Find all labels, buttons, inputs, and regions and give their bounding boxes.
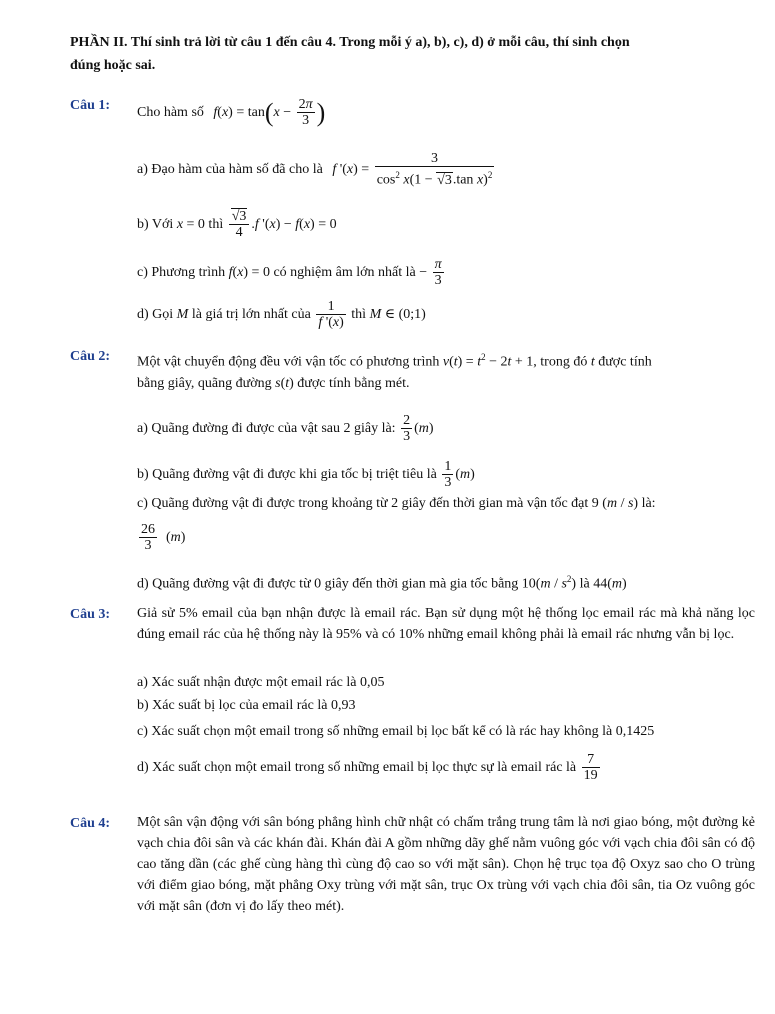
question-2-item-b xyxy=(137,459,475,491)
question-2-item-a-text: a) Quãng đường đi được của vật sau 2 giây là: xyxy=(137,421,396,437)
part-header-line2: đúng hoặc sai. xyxy=(70,58,156,73)
question-3-item-a: a) Xác suất nhận được một email rác là 0,05 xyxy=(137,675,385,690)
question-3-item-b: b) Xác suất bị lọc của email rác là 0,93 xyxy=(137,698,356,713)
question-1-stem-formula: f(x) = tan(x − $\frac{2\pi}{3}$ ) xyxy=(213,97,326,128)
question-1-item-b-text: b) Với x = 0 thì xyxy=(137,217,224,233)
question-2-item-a-formula: $\frac{2}{3}$ (m) xyxy=(403,413,434,444)
question-1-item-b-formula: $\frac{√3}{4}$ .f '(x) − f(x) = 0 xyxy=(227,217,337,232)
question-3-stem: Giả sử 5% email của bạn nhận được là email rác. Bạn sử dụng một hệ thống lọc email rác mà khả năng lọc đúng email rác của hệ thống này là 95% và có 10% những email không phải là email rác nhưng vẫn bị lọc. xyxy=(137,606,755,642)
question-2-item-b-text: b) Quãng đường vật đi được khi gia tốc bị triệt tiêu là xyxy=(137,467,437,483)
question-2-item-c: c) Quãng đường vật đi được trong khoảng từ 2 giây đến thời gian mà vận tốc đạt 9 (m / s) là: xyxy=(137,496,656,511)
question-1-item-d-tail: thì M ∈ (0;1) xyxy=(351,307,426,323)
question-3-label: Câu 3: xyxy=(70,607,111,622)
part-header-line1: PHẦN II. Thí sinh trả lời từ câu 1 đến câu 4. Trong mỗi ý a), b), c), d) ở mỗi câu, thí sinh chọn xyxy=(70,35,630,50)
question-1-item-d-text: d) Gọi M là giá trị lớn nhất của xyxy=(137,307,311,323)
question-2-label: Câu 2: xyxy=(70,349,111,364)
question-4-stem: Một sân vận động với sân bóng phẳng hình chữ nhật có chấm trắng trung tâm là nơi giao bóng, một đường kẻ vạch chia đôi sân và các khán đài. Khán đài A gồm những dãy ghế nằm vuông góc với vạch chia đôi sân có độ cao tăng dần (các ghế cùng hàng thì cùng độ cao so với mặt sân). Chọn hệ trục tọa độ Oxyz sao cho O trùng với điểm giao bóng, mặt phẳng Oxy trùng với mặt sân, trục Ox trùng với vạch chia đôi sân, tia Oz vuông góc với mặt sân (đơn vị đo lấy theo mét). xyxy=(137,815,755,914)
question-1-item-d-formula: $\frac{1}{f '(x)}$ xyxy=(318,299,344,330)
question-2-item-a xyxy=(137,413,434,445)
question-3-item-d-text: d) Xác suất chọn một email trong số những email bị lọc thực sự là email rác là xyxy=(137,760,577,776)
question-2-item-c-formula: $\frac{26}{3}$ (m) xyxy=(141,522,186,553)
question-3-item-c: c) Xác suất chọn một email trong số những email bị lọc bất kể có là rác hay không là 0,1425 xyxy=(137,724,655,739)
question-2-stem-line2: bằng giây, quãng đường s(t) được tính bằng mét. xyxy=(137,376,410,391)
question-1-item-a-text: a) Đạo hàm của hàm số đã cho là xyxy=(137,162,323,178)
question-1-stem xyxy=(137,97,325,129)
question-1-item-c-text: c) Phương trình f(x) = 0 có nghiệm âm lớn nhất là xyxy=(137,265,416,281)
question-1-item-c xyxy=(137,257,446,289)
question-1-item-a-formula: f '(x) = $\frac{3}{\cos^2 x(1 - √3.\tan x)^2}$ xyxy=(332,151,493,188)
question-1-item-c-formula: − $\frac{\pi}{3}$ xyxy=(419,257,442,288)
question-1-item-b xyxy=(137,209,337,241)
question-1-label: Câu 1: xyxy=(70,98,111,113)
question-1-item-a xyxy=(137,151,496,189)
question-2-item-b-formula: $\frac{1}{3}$ (m) xyxy=(444,459,475,490)
question-1-item-d xyxy=(137,299,426,331)
question-2-item-d: d) Quãng đường vật đi được từ 0 giây đến thời gian mà gia tốc bằng $10(m / s^2)$ là 44(m) xyxy=(137,574,627,592)
question-3-item-d-formula: $\frac{7}{19}$ xyxy=(583,752,598,783)
question-4-label: Câu 4: xyxy=(70,816,111,831)
question-2-stem-line1: Một vật chuyển động đều với vận tốc có phương trình $v(t) = t^2 - 2t + 1$, trong đó t được tính xyxy=(137,352,652,370)
question-1-stem-text: Cho hàm số xyxy=(137,105,204,121)
question-3-item-d xyxy=(137,752,602,784)
